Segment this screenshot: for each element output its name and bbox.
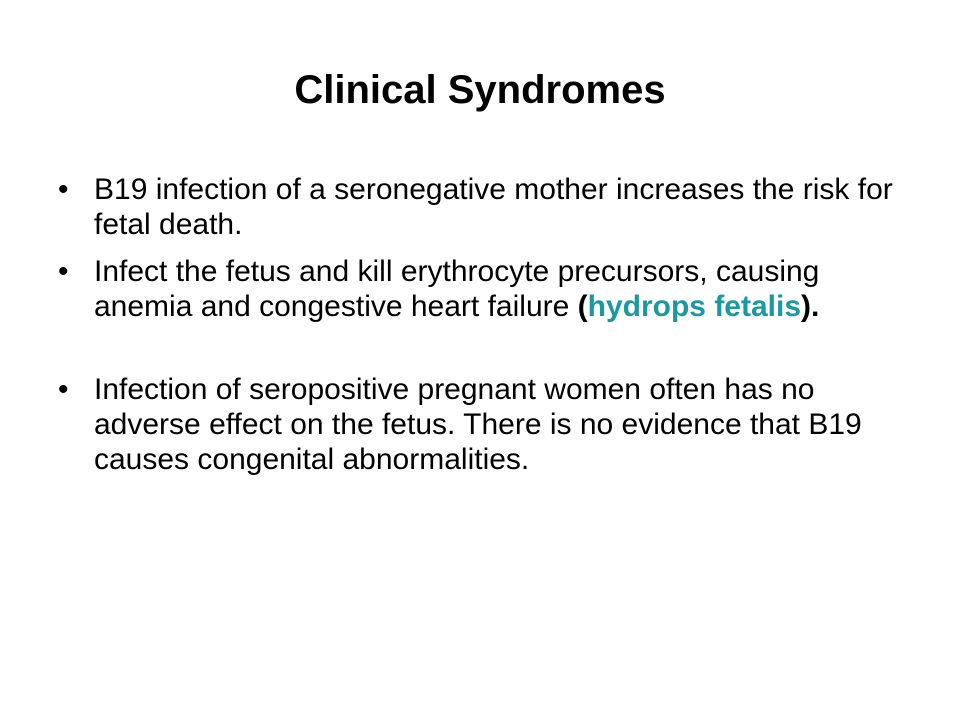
bullet-dot: • xyxy=(58,173,69,206)
bullet-item xyxy=(58,172,918,242)
bullet-text: Infect the fetus and kill erythrocyte precursors, causing anemia and congestive heart failure xyxy=(94,255,820,323)
bullet-item xyxy=(58,254,918,324)
highlighted-term: hydrops fetalis xyxy=(587,290,802,323)
bullet-dot: • xyxy=(58,373,69,406)
slide-title: Clinical Syndromes xyxy=(294,68,666,112)
bullet-text: Infection of seropositive pregnant women often has no adverse effect on the fetus. There is no evidence that B19 causes congenital abnormalities. xyxy=(94,373,862,476)
bullet-dot: • xyxy=(58,255,69,288)
bullet-item xyxy=(58,372,918,477)
bullet-list xyxy=(58,172,918,489)
paren-open: ( xyxy=(577,290,588,323)
bullet-text: B19 infection of a seronegative mother increases the risk for fetal death. xyxy=(94,173,893,241)
paren-close: ). xyxy=(801,290,820,323)
